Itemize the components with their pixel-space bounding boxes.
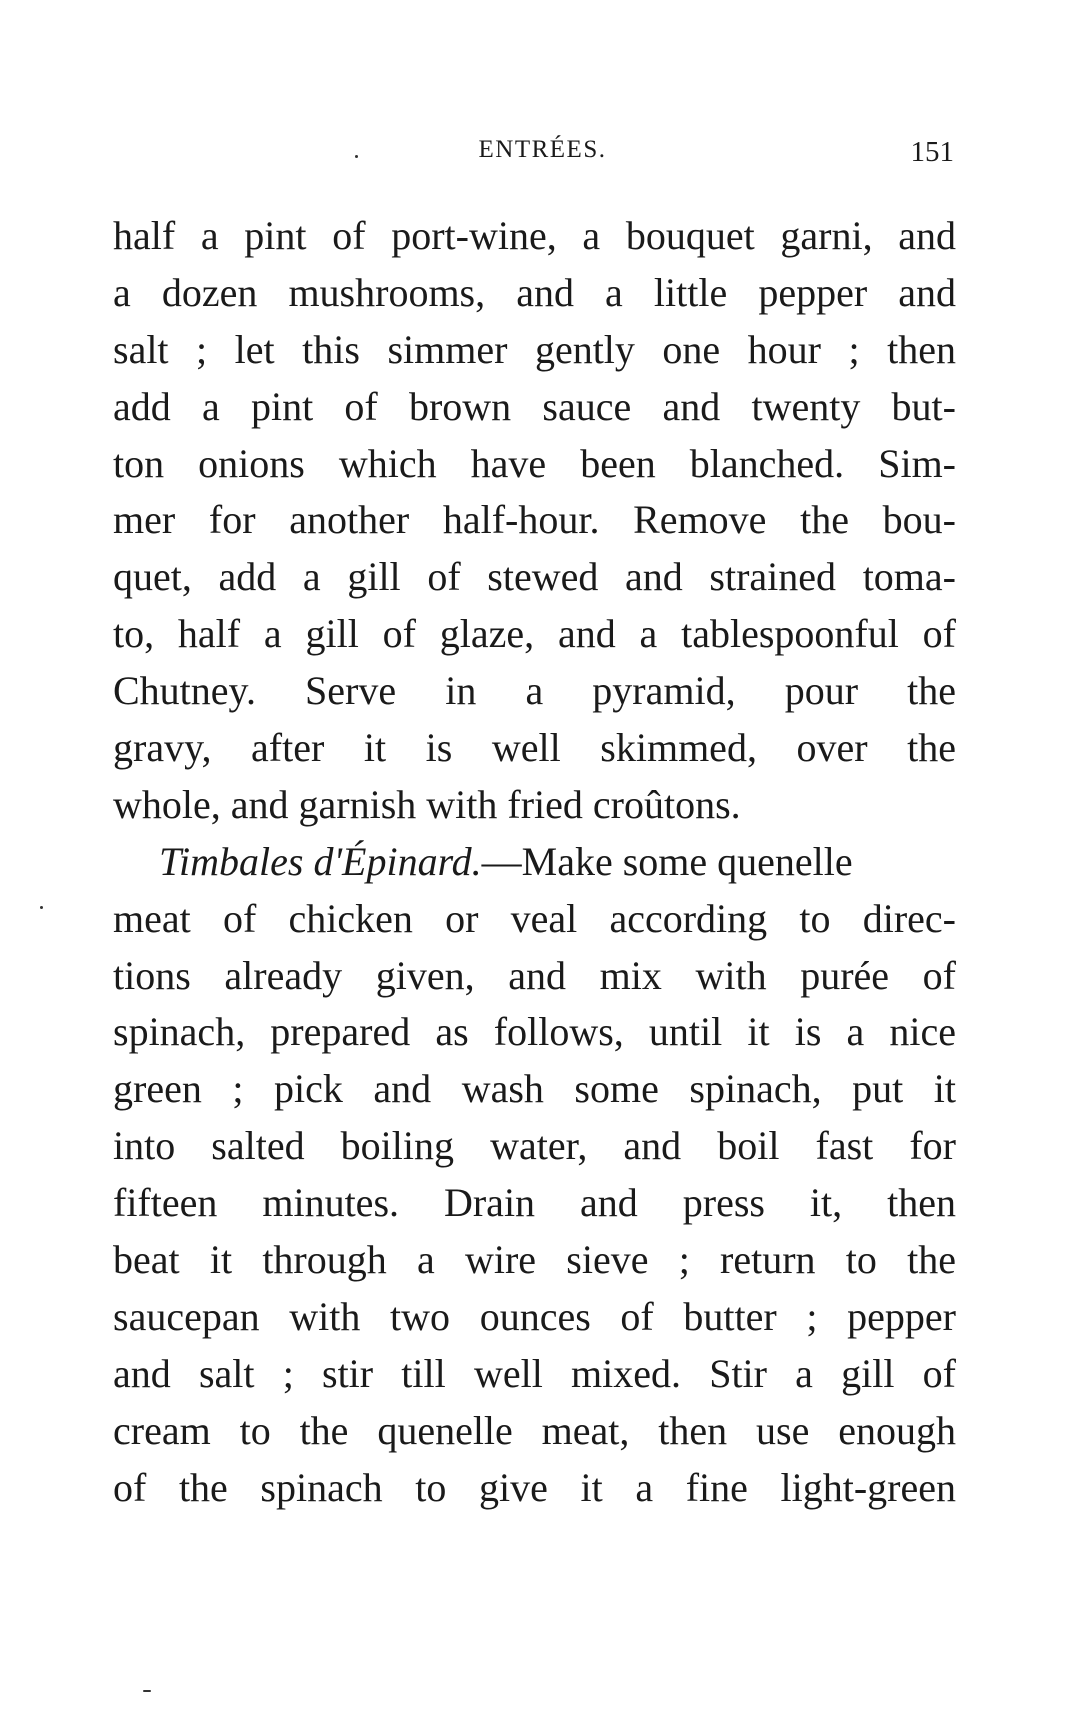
text-line: salt ; let this simmer gently one hour ; then [113,326,956,372]
text-line: and salt ; stir till well mixed. Stir a gill of [113,1350,956,1396]
text-line [113,834,956,891]
text-run: —Make some quenelle [481,838,853,884]
print-speck [143,1690,151,1692]
text-line: spinach, prepared as follows, until it is a nice [113,1009,956,1055]
recipe-heading: Timbales d'Épinard. [159,838,482,884]
text-line: add a pint of brown sauce and twenty but- [113,383,956,429]
body-text [113,208,956,1516]
text-line: green ; pick and wash some spinach, put it [113,1066,956,1112]
text-line: ton onions which have been blanched. Sim- [113,440,956,486]
page-number: 151 [910,136,954,168]
text-line: tions already given, and mix with purée of [113,952,956,998]
text-line: saucepan with two ounces of butter ; pepper [113,1293,956,1339]
print-speck [40,906,43,909]
text-line: cream to the quenelle meat, then use enough [113,1407,956,1453]
paragraph [113,834,956,1517]
text-line: to, half a gill of glaze, and a tablespoonful of [113,611,956,657]
text-line: gravy, after it is well skimmed, over the [113,725,956,771]
text-line: quet, add a gill of stewed and strained toma- [113,554,956,600]
text-line: into salted boiling water, and boil fast for [113,1123,956,1169]
text-line: half a pint of port-wine, a bouquet garni, and [113,213,956,258]
paragraph [113,208,956,834]
text-line: meat of chicken or veal according to direc- [113,895,956,941]
text-line: whole, and garnish with fried croûtons. [113,781,741,827]
text-line: a dozen mushrooms, and a little pepper and [113,269,956,315]
text-line: fifteen minutes. Drain and press it, then [113,1180,956,1226]
text-line: mer for another half-hour. Remove the bou- [113,497,956,543]
running-head [0,136,1085,176]
print-speck [355,155,358,158]
text-line: beat it through a wire sieve ; return to the [113,1237,956,1283]
text-line: Chutney. Serve in a pyramid, pour the [113,668,956,714]
text-line: of the spinach to give it a fine light-green [113,1464,956,1510]
running-title: ENTRÉES. [478,136,607,163]
